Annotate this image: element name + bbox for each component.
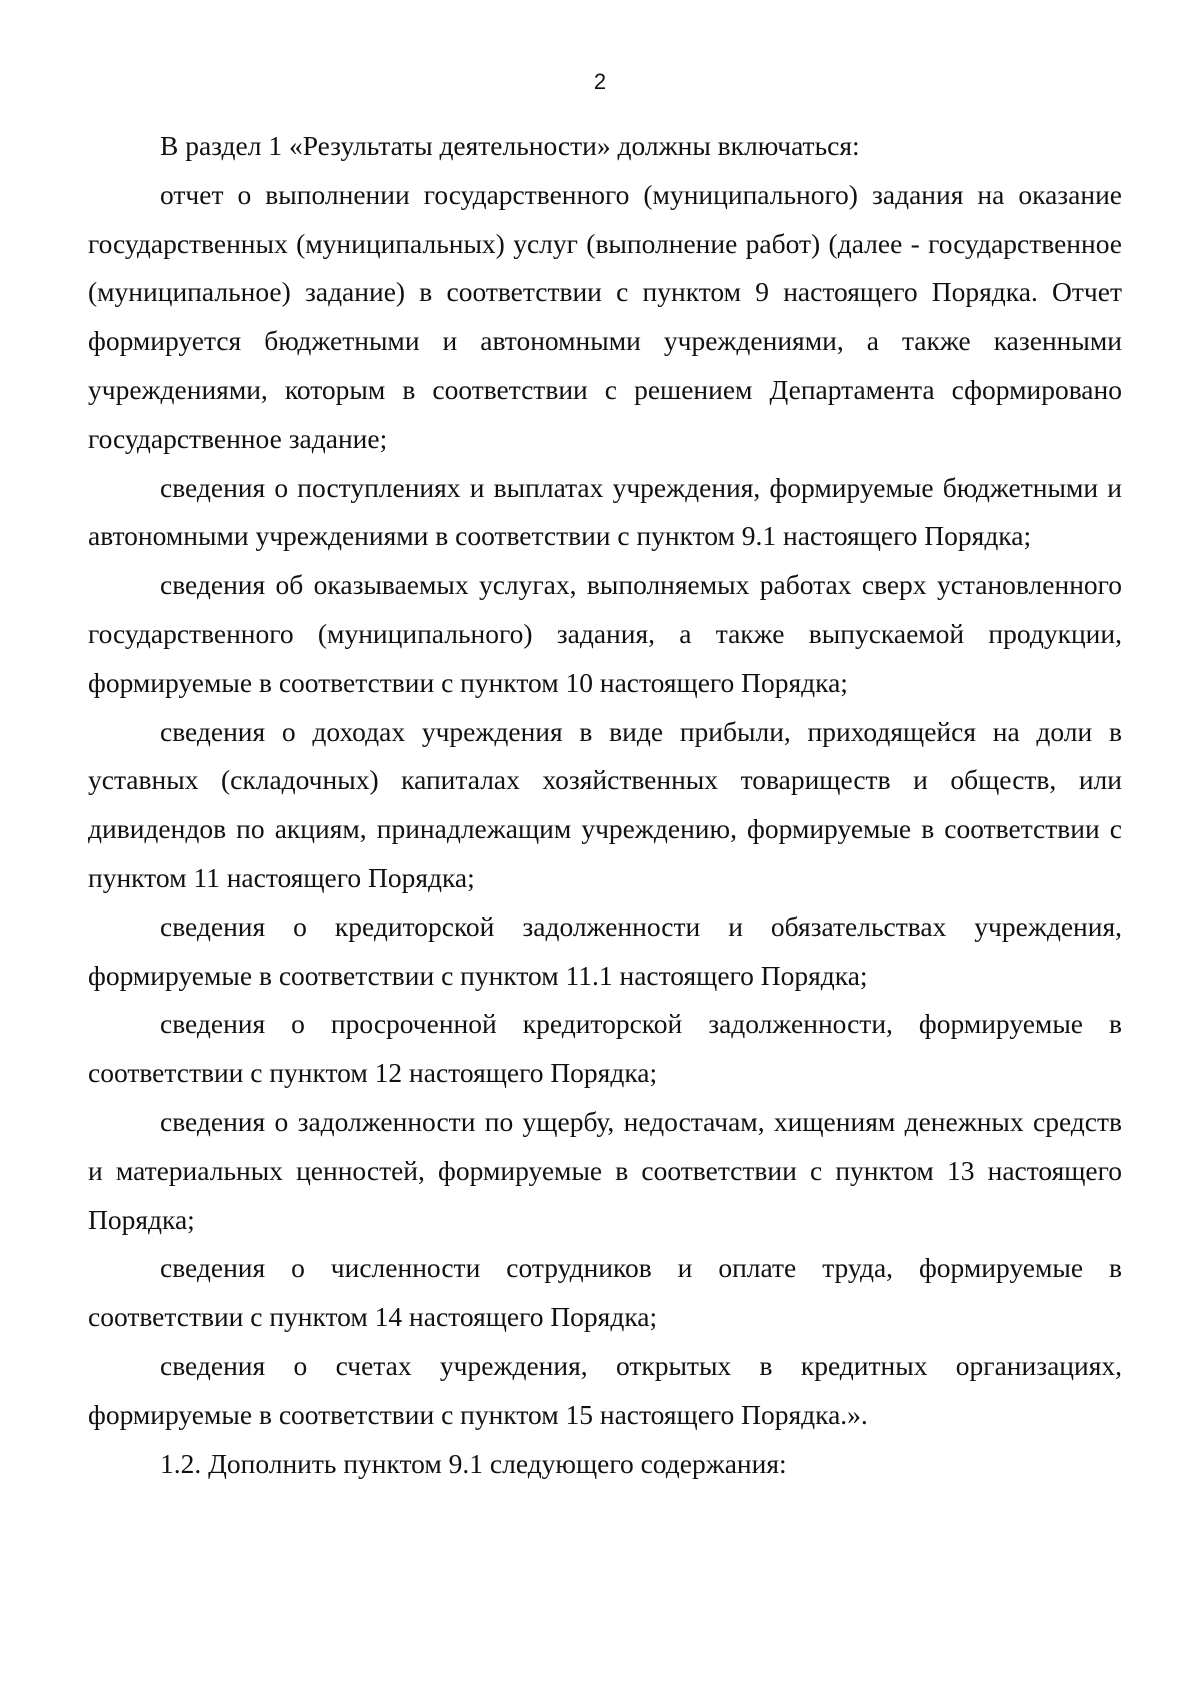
paragraph-staff-salary: сведения о численности сотрудников и оплате труда, формируемые в соответствии с пунктом 14 настоящего Порядка; xyxy=(88,1252,1122,1333)
paragraph-receipts-payments: сведения о поступлениях и выплатах учреждения, формируемые бюджетными и автономными учреждениями в соответствии с пунктом 9.1 настоящего Порядка; xyxy=(88,471,1122,552)
paragraph-services-above-task: сведения об оказываемых услугах, выполняемых работах сверх установленного государственного (муниципального) задания, а также выпускаемой продукции, формируемые в соответствии с пунктом 10 настоящего Порядка; xyxy=(88,569,1122,698)
paragraph-overdue-payables: сведения о просроченной кредиторской задолженности, формируемые в соответствии с пунктом 12 настоящего Порядка; xyxy=(88,1008,1122,1089)
paragraph-profit-income: сведения о доходах учреждения в виде прибыли, приходящейся на доли в уставных (складочных) капиталах хозяйственных товариществ и обществ, или дивидендов по акциям, принадлежащим учреждению, формируемые в соответствии с пунктом 11 настоящего Порядка; xyxy=(88,715,1122,893)
paragraph-state-task-report: отчет о выполнении государственного (муниципального) задания на оказание государственных (муниципальных) услуг (выполнение работ) (далее - государственное (муниципальное) задание) в соответствии с пунктом 9 настоящего Порядка. Отчет формируется бюджетными и автономными учреждениями, а также казенными учреждениями, которым в соответствии с решением Департамента сформировано государственное задание; xyxy=(88,178,1122,454)
document-body xyxy=(88,122,1122,1488)
paragraph-amendment-1-2: 1.2. Дополнить пунктом 9.1 следующего содержания: xyxy=(160,1447,787,1479)
paragraph-damage-debt: сведения о задолженности по ущербу, недостачам, хищениям денежных средств и материальных ценностей, формируемые в соответствии с пунктом 13 настоящего Порядка; xyxy=(88,1105,1122,1235)
paragraph-accounts-payable: сведения о кредиторской задолженности и обязательствах учреждения, формируемые в соответствии с пунктом 11.1 настоящего Порядка; xyxy=(88,910,1122,991)
paragraph-bank-accounts: сведения о счетах учреждения, открытых в кредитных организациях, формируемые в соответствии с пунктом 15 настоящего Порядка.». xyxy=(88,1349,1122,1430)
page-number: 2 xyxy=(593,69,607,94)
paragraph-section-intro: В раздел 1 «Результаты деятельности» должны включаться: xyxy=(160,130,860,161)
